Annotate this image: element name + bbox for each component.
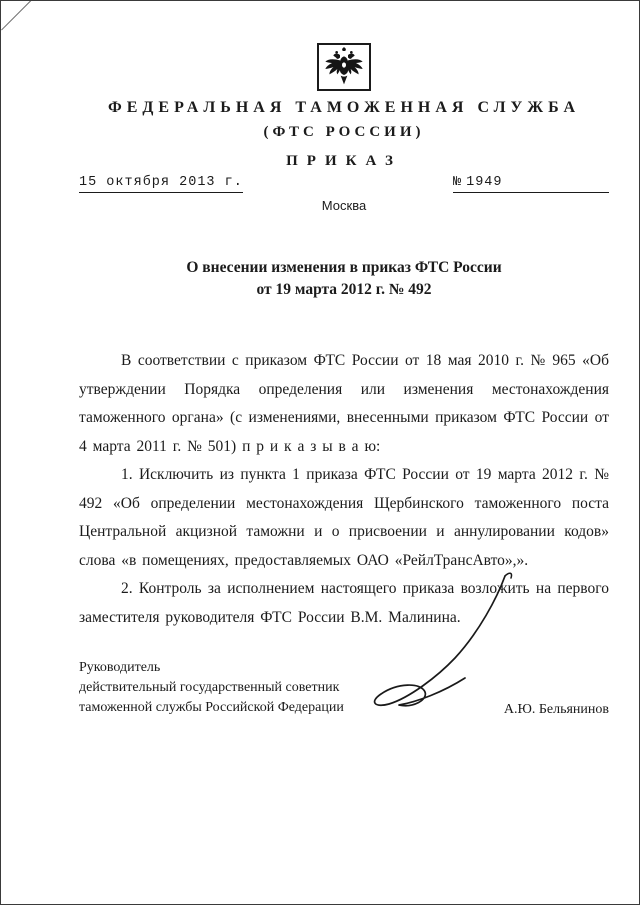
signer-position-line1: Руководитель	[79, 660, 161, 675]
org-name: ФЕДЕРАЛЬНАЯ ТАМОЖЕННАЯ СЛУЖБА	[107, 99, 581, 116]
signer-position-line2: действительный государственный советник	[79, 680, 340, 695]
document-type-heading: ПРИКАЗ	[286, 153, 402, 169]
document-title-line2: от 19 марта 2012 г. № 492	[256, 281, 432, 298]
document-content	[1, 1, 639, 904]
signer-position	[79, 658, 344, 718]
document-title-line1: О внесении изменения в приказ ФТС России	[186, 259, 502, 276]
coat-of-arms	[317, 43, 371, 91]
document-date: 15 октября 2013 г.	[79, 175, 243, 193]
org-abbreviation: (ФТС РОССИИ)	[263, 124, 425, 140]
number-value: 1949	[466, 175, 503, 190]
signer-name: А.Ю. Бельянинов	[503, 702, 609, 717]
body-paragraph: 2. Контроль за исполнением настоящего приказа возложить на первого заместителя руководителя ФТС России В.М. Малинина.	[79, 580, 609, 626]
number-sign: №	[453, 175, 463, 190]
document-body	[79, 347, 609, 632]
document-number	[453, 175, 609, 193]
body-paragraph: В соответствии с приказом ФТС России от 18 мая 2010 г. № 965 «Об утверждении Порядка определения или изменения местонахождения таможенного органа» (с изменениями, внесенными приказом ФТС России от 4 марта 2011 г. № 501) п р и к а з ы в а ю:	[79, 352, 609, 455]
body-paragraph: 1. Исключить из пункта 1 приказа ФТС России от 19 марта 2012 г. № 492 «Об определении местонахождения Щербинского таможенного поста Центральной акцизной таможни и о присвоении и аннулировании кодов» слова «в помещениях, предоставляемых ОАО «РейлТрансАвто»,».	[79, 466, 609, 569]
document-title	[79, 257, 609, 301]
issue-city: Москва	[321, 198, 367, 213]
date-number-row	[79, 175, 609, 193]
signer-position-line3: таможенной службы Российской Федерации	[79, 700, 344, 715]
double-headed-eagle-icon	[322, 47, 366, 87]
signature-block	[79, 658, 609, 718]
